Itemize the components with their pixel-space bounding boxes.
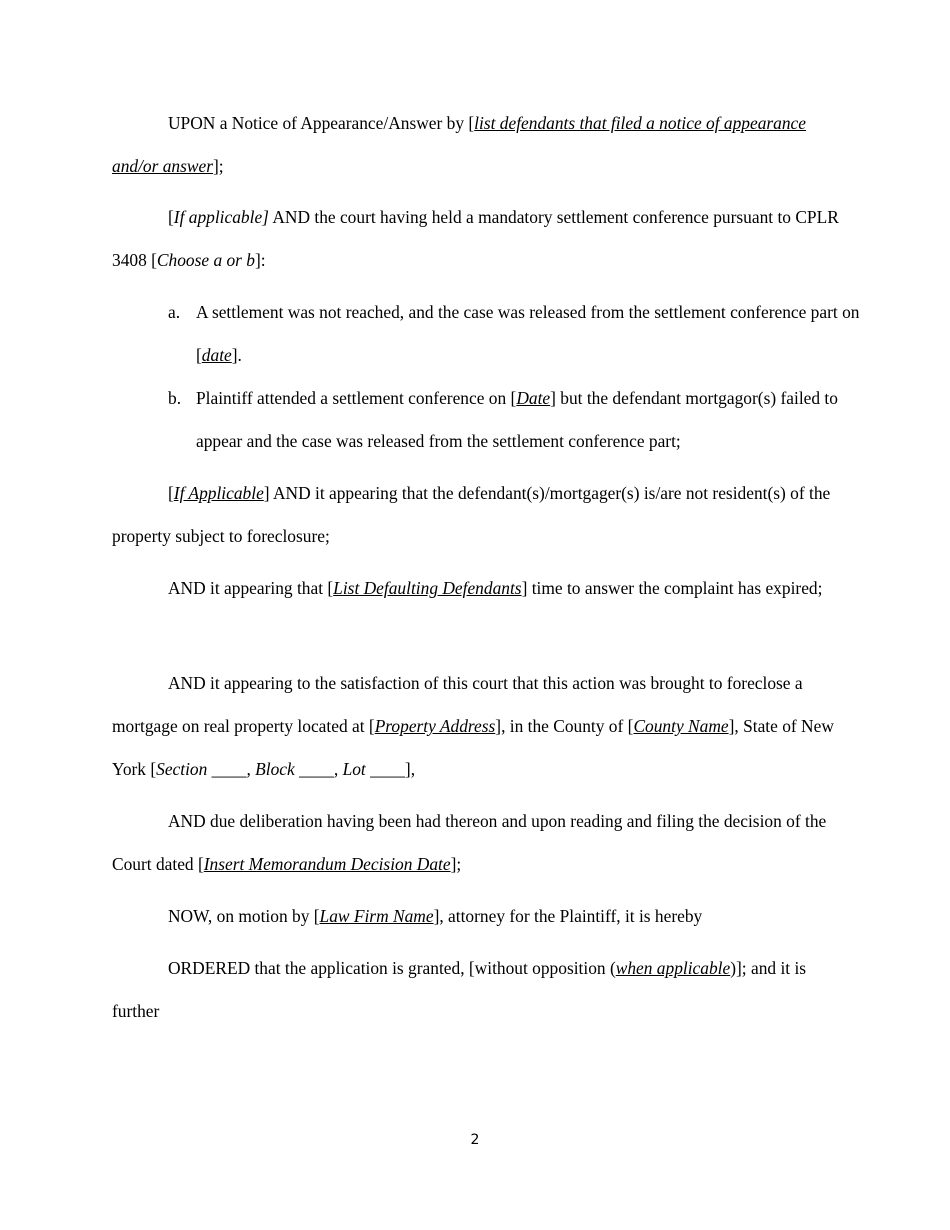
text-run: [ [168,483,174,503]
text-run: NOW, on motion by [ [168,906,320,926]
list-item-b [168,377,876,463]
paragraph-deliberation [112,800,842,886]
text-run: ]; [450,854,462,874]
paragraph-property [112,662,842,791]
paragraph-settlement-conference [112,196,842,282]
list-marker: b. [168,388,182,408]
placeholder-defaulting-defendants: List Defaulting Defendants [333,578,522,598]
placeholder-if-applicable: If applicable] [173,207,269,227]
placeholder-defendants-filed: list defendants that filed a notice of appearance and/or answer [112,113,806,176]
paragraph-not-resident [112,472,842,558]
placeholder-section-block-lot: Section ____, Block ____, Lot ____ [156,759,405,779]
placeholder-date: Date [516,388,551,408]
paragraph-ordered [112,947,842,1033]
text-run: ], [404,759,416,779]
text-run: AND the court having held a mandatory settlement conference pursuant to CPLR 3408 [ [112,207,839,270]
paragraph-motion [112,895,842,938]
text-run: AND due deliberation having been had thereon and upon reading and filing the decision of the Court dated [ [112,811,827,874]
placeholder-choose: Choose a or b [156,250,255,270]
placeholder-date: date [201,345,232,365]
text-run: ], State of New York [ [112,716,834,779]
text-run: [ [168,207,174,227]
text-run: )]; and it is further [112,958,807,1021]
text-run: UPON a Notice of Appearance/Answer by [ [168,113,475,133]
text-run: A settlement was not reached, and the case was released from the settlement conference part on [ [196,302,860,365]
text-run: ]; [212,156,224,176]
text-run: ], attorney for the Plaintiff, it is hereby [433,906,703,926]
text-run: ORDERED that the application is granted, [without opposition ( [168,958,616,978]
page-number: 2 [470,1132,480,1148]
text-run: ] but the defendant mortgagor(s) failed to appear and the case was released from the settlement conference part; [196,388,838,451]
placeholder-decision-date: Insert Memorandum Decision Date [203,854,451,874]
text-run: ]. [231,345,242,365]
list-marker: a. [168,302,181,322]
text-run: ]: [255,250,266,270]
text-run: Plaintiff attended a settlement conference on [ [196,388,517,408]
placeholder-when-applicable: when applicable [615,958,731,978]
text-run: ] AND it appearing that the defendant(s)/mortgager(s) is/are not resident(s) of the property subject to foreclosure; [112,483,831,546]
text-run: ] time to answer the complaint has expired; [521,578,823,598]
paragraph-upon-notice [112,102,842,188]
text-run: AND it appearing that [ [168,578,334,598]
paragraph-defaulting-defendants [112,567,842,610]
placeholder-law-firm-name: Law Firm Name [319,906,434,926]
list-item-a [168,291,876,377]
text-run: AND it appearing to the satisfaction of this court that this action was brought to foreclose a mortgage on real property located at [ [112,673,803,736]
text-run: ], in the County of [ [495,716,634,736]
placeholder-county-name: County Name [633,716,729,736]
placeholder-property-address: Property Address [374,716,496,736]
placeholder-if-applicable: If Applicable [173,483,264,503]
